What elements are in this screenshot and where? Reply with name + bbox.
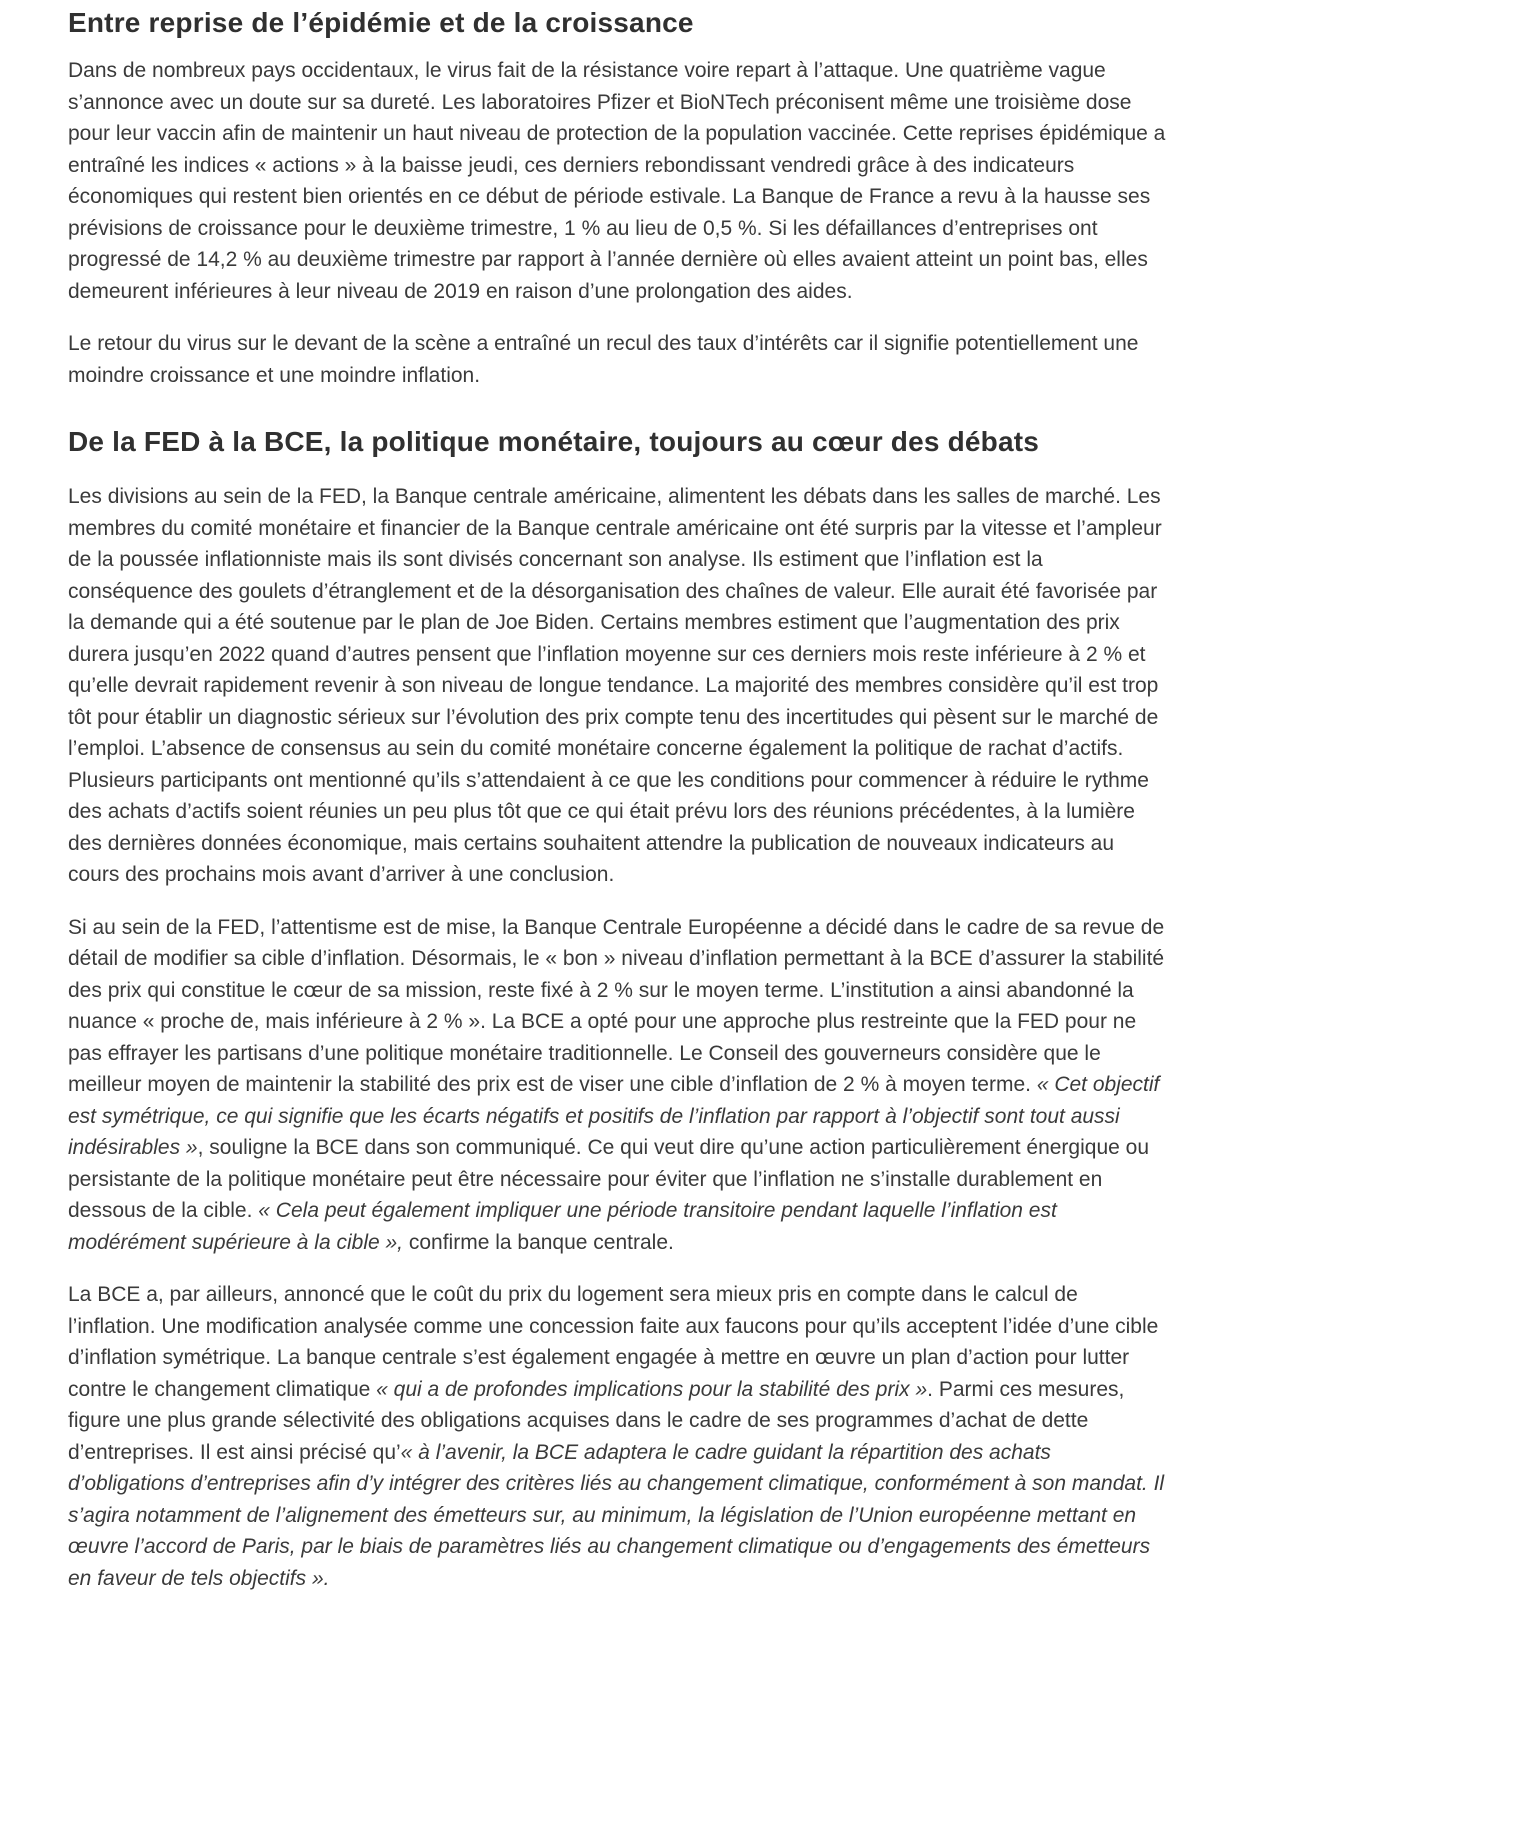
text-run: . Parmi ces mesures, figure une plus grande sélectivité des obligations acquises dans le cadre de ses programmes d’achat de dette d’entreprises. Il est ainsi précisé qu’ [68, 1377, 1125, 1464]
paragraph [68, 912, 1168, 1259]
text-run: , souligne la BCE dans son communiqué. Ce qui veut dire qu’une action particulièrement énergique ou persistante de la politique monétaire peut être nécessaire pour éviter que l’inflation ne s’installe durablement en dessous de la cible. [68, 1136, 1150, 1222]
text-run: La BCE a, par ailleurs, annoncé que le coût du prix du logement sera mieux pris en compte dans le calcul de l’inflation. Une modification analysée comme une concession faite aux faucons pour qu’ils acceptent l’idée d’une cible d’inflation symétrique. La banque centrale s’est également engagée à mettre en œuvre un plan d’action pour lutter contre le changement climatique [68, 1283, 1159, 1401]
paragraph [68, 328, 1168, 391]
text-run: « à l’avenir, la BCE adaptera le cadre guidant la répartition des achats d’obligations d’entreprises afin d’y intégrer des critères liés au changement climatique, conformément à son mandat. Il s’agira notamment de l’alignement des émetteurs sur, au minimum, la législation de l’Union européenne mettant en œuvre l’accord de Paris, par le biais de paramètres liés au changement climatique ou d’engagements des émetteurs en faveur de tels objectifs ». [68, 1440, 1165, 1590]
text-run: « Cet objectif est symétrique, ce qui signifie que les écarts négatifs et positifs de l’inflation par rapport à l’objectif sont tout aussi indésirables » [68, 1073, 1160, 1159]
text-run: Le retour du virus sur le devant de la scène a entraîné un recul des taux d’intérêts car il signifie potentiellement une moindre croissance et une moindre inflation. [68, 332, 1139, 387]
text-run: confirme la banque centrale. [403, 1230, 674, 1254]
text-run: Les divisions au sein de la FED, la Banque centrale américaine, alimentent les débats dans les salles de marché. Les membres du comité monétaire et financier de la Banque centrale américaine ont été surpris par la vitesse et l’ampleur de la poussée inflationniste mais ils sont divisés concernant son analyse. Ils estiment que l’inflation est la conséquence des goulets d’étranglement et de la désorganisation des chaînes de valeur. Elle aurait été favorisée par la demande qui a été soutenue par le plan de Joe Biden. Certains membres estiment que l’augmentation des prix durera jusqu’en 2022 quand d’autres pensent que l’inflation moyenne sur ces derniers mois reste inférieure à 2 % et qu’elle devrait rapidement revenir à son niveau de longue tendance. La majorité des membres considère qu’il est trop tôt pour établir un diagnostic sérieux sur l’évolution des prix compte tenu des incertitudes qui pèsent sur le marché de l’emploi. L’absence de consensus au sein du comité monétaire concerne également la politique de rachat d’actifs. Plusieurs participants ont mentionné qu’ils s’attendaient à ce que les conditions pour commencer à réduire le rythme des achats d’actifs soient réunies un peu plus tôt que ce qui était prévu lors des réunions précédentes, à la lumière des dernières données économique, mais certains souhaitent attendre la publication de nouveaux indicateurs au cours des prochains mois avant d’arriver à une conclusion. [68, 485, 1162, 886]
paragraph [68, 481, 1168, 891]
section-fed-bce [68, 425, 1168, 1594]
section-heading-fed-bce: De la FED à la BCE, la politique monétaire, toujours au cœur des débats [68, 426, 1040, 457]
paragraph [68, 1279, 1168, 1594]
text-run: Si au sein de la FED, l’attentisme est de mise, la Banque Centrale Européenne a décidé dans le cadre de sa revue de détail de modifier sa cible d’inflation. Désormais, le « bon » niveau d’inflation permettant à la BCE d’assurer la stabilité des prix qui constitue le cœur de sa mission, reste fixé à 2 % sur le moyen terme. L’institution a ainsi abandonné la nuance « proche de, mais inférieure à 2 % ». La BCE a opté pour une approche plus restreinte que la FED pour ne pas effrayer les partisans d’une politique monétaire traditionnelle. Le Conseil des gouverneurs considère que le meilleur moyen de maintenir la stabilité des prix est de viser une cible d’inflation de 2 % à moyen terme. [68, 915, 1165, 1096]
text-run: « qui a de profondes implications pour la stabilité des prix » [376, 1377, 928, 1401]
text-run: Dans de nombreux pays occidentaux, le virus fait de la résistance voire repart à l’attaque. Une quatrième vague s’annonce avec un doute sur sa dureté. Les laboratoires Pfizer et BioNTech préconisent même une troisième dose pour leur vaccin afin de maintenir un haut niveau de protection de la population vaccinée. Cette reprises épidémique a entraîné les indices « actions » à la baisse jeudi, ces derniers rebondissant vendredi grâce à des indicateurs économiques qui restent bien orientés en ce début de période estivale. La Banque de France a revu à la hausse ses prévisions de croissance pour le deuxième trimestre, 1 % au lieu de 0,5 %. Si les défaillances d’entreprises ont progressé de 14,2 % au deuxième trimestre par rapport à l’année dernière où elles avaient atteint un point bas, elles demeurent inférieures à leur niveau de 2019 en raison d’une prolongation des aides. [68, 59, 1166, 303]
article-body [68, 6, 1168, 1594]
paragraph [68, 55, 1168, 307]
text-run: « Cela peut également impliquer une période transitoire pendant laquelle l’inflation est modérément supérieure à la cible », [68, 1199, 1057, 1254]
section-epidemie-croissance [68, 6, 1168, 391]
section-heading-epidemie: Entre reprise de l’épidémie et de la croissance [68, 7, 694, 38]
